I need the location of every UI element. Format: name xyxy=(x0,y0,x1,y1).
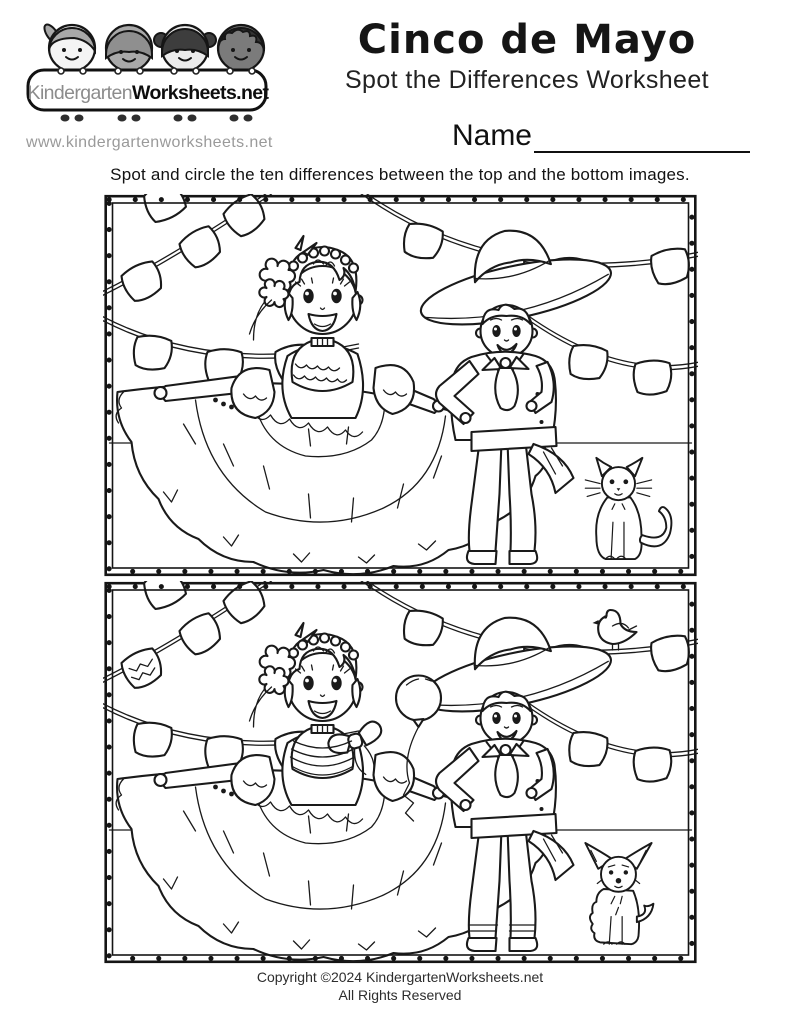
scenes-container xyxy=(103,194,698,964)
spot-difference-image-bottom xyxy=(103,581,698,964)
logo-kid-4 xyxy=(218,25,264,71)
rights-line: All Rights Reserved xyxy=(338,987,462,1004)
logo-brand-black: Worksheets.net xyxy=(132,81,269,104)
name-row xyxy=(278,115,776,153)
page-title: Cinco de Mayo xyxy=(357,17,697,63)
name-input-line[interactable] xyxy=(534,115,750,153)
worksheet-header xyxy=(0,0,800,153)
spot-difference-image-top xyxy=(103,194,698,577)
logo xyxy=(26,16,278,152)
worksheet-footer xyxy=(0,968,800,1005)
logo-kid-3 xyxy=(154,25,216,71)
page-subtitle: Spot the Differences Worksheet xyxy=(344,66,710,94)
header-main xyxy=(278,16,776,153)
copyright-line: Copyright ©2024 KindergartenWorksheets.net xyxy=(256,968,544,985)
name-label: Name xyxy=(451,118,532,152)
instruction-text: Spot and circle the ten differences between the top and the bottom images. xyxy=(110,164,690,184)
logo-feet xyxy=(61,115,253,122)
logo-kid-2 xyxy=(106,25,152,71)
logo-brand-gray: Kindergarten xyxy=(27,81,132,104)
logo-kid-1 xyxy=(42,22,95,71)
logo-wordmark xyxy=(26,74,270,112)
logo-url: www.kindergartenworksheets.net xyxy=(26,134,273,151)
